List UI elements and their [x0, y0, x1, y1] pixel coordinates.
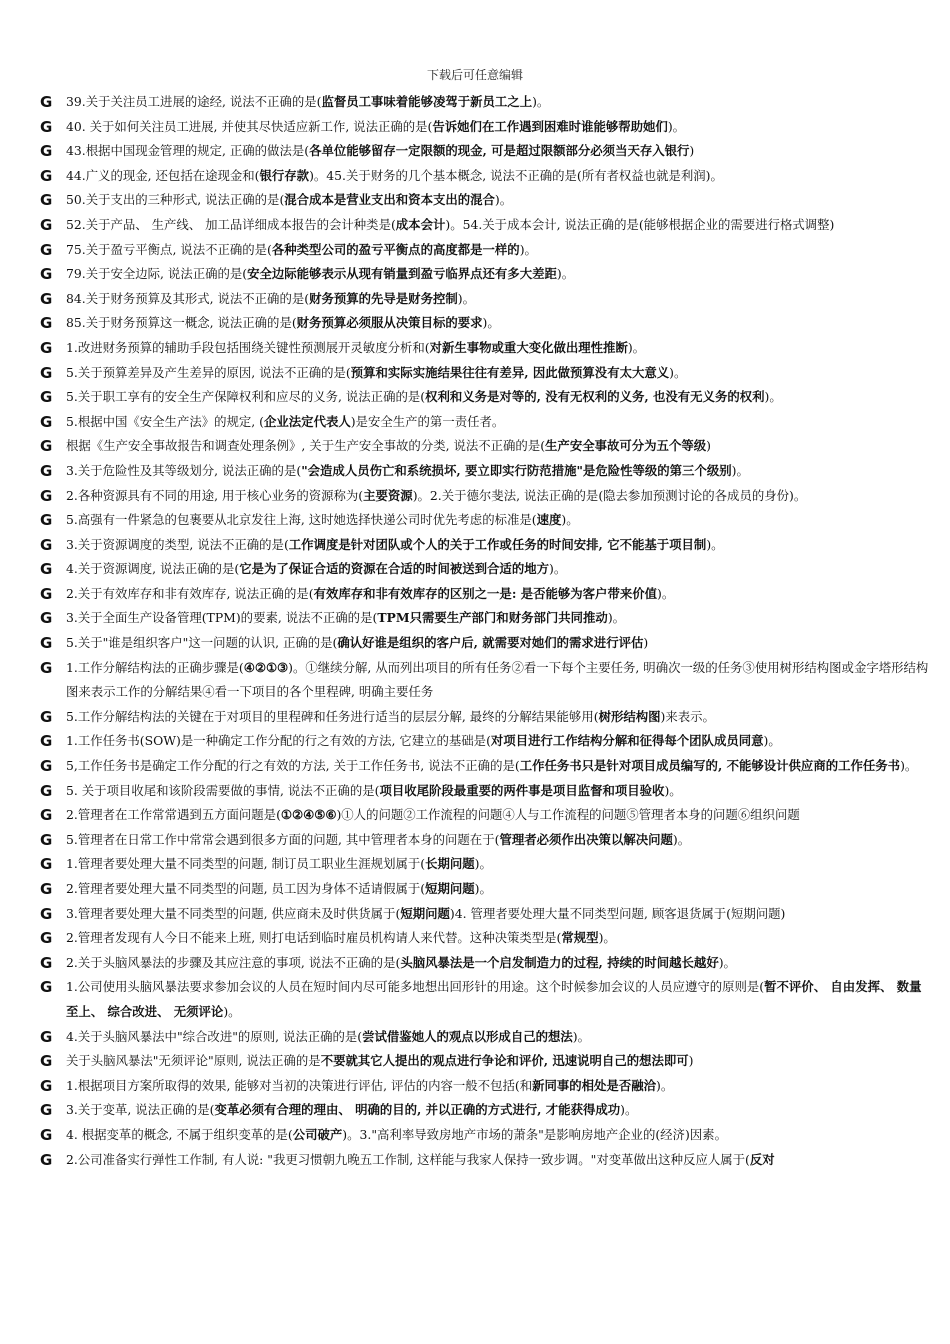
bullet-icon: G [40, 388, 53, 407]
answer-text: TPM只需要生产部门和财务部门共同推动 [377, 610, 608, 626]
answer-text: 暂不评价、 自由发挥、 数量至上、 综合改进、 无须评论 [66, 979, 922, 1019]
trailing-text: )。2.关于德尔斐法, 说法正确的是(隐去参加预测讨论的各成员的身份)。 [412, 487, 807, 503]
bullet-icon: G [40, 1101, 53, 1120]
question-text: 3.关于危险性及其等级划分, 说法正确的是( [66, 462, 302, 478]
bullet-icon: G [40, 880, 53, 898]
list-item [40, 902, 930, 927]
question-text: 1.改进财务预算的辅助手段包括围绕关键性预测展开灵敏度分析和( [66, 339, 430, 355]
bullet-icon: G [40, 437, 53, 456]
question-text: 44.广义的现金, 还包括在途现金和( [66, 167, 260, 183]
page-header: 下载后可任意编辑 [426, 68, 523, 82]
list-item [40, 287, 930, 312]
bullet-icon: G [40, 904, 53, 923]
list-item [40, 779, 930, 804]
question-text: 5.关于职工享有的安全生产保障权利和应尽的义务, 说法正确的是( [66, 389, 426, 405]
trailing-text: )。 [900, 758, 918, 774]
trailing-text: )。 [657, 585, 675, 601]
list-item [40, 361, 930, 386]
bullet-icon: G [40, 584, 53, 603]
list-item [40, 484, 930, 509]
question-text: 3.关于资源调度的类型, 说法不正确的是( [66, 536, 289, 552]
list-item [40, 877, 930, 902]
answer-text: 权利和义务是对等的, 没有无权利的义务, 也没有无义务的权利 [425, 389, 765, 405]
list-item [40, 754, 930, 779]
trailing-text: )。 [607, 610, 626, 626]
question-text: 根据《生产安全事故报告和调查处理条例》, 关于生产安全事故的分类, 说法不正确的是( [66, 438, 546, 454]
question-text: 5.工作分解结构法的关键在于对项目的里程碑和任务进行适当的层层分解, 最终的分解结果能够用( [66, 708, 599, 724]
trailing-text: )。 [556, 266, 575, 282]
trailing-text: )。 [763, 733, 781, 749]
trailing-text: )。 [572, 1028, 591, 1044]
answer-text: 工作任务书只是针对项目成员编写的, 不能够设计供应商的工作任务书 [519, 758, 901, 774]
question-text: 4. 根据变革的概念, 不属于组织变革的是( [66, 1126, 293, 1142]
answer-text: 变革必须有合理的理由、 明确的目的, 并以正确的方式进行, 才能获得成功 [214, 1102, 621, 1118]
list-item [40, 1025, 930, 1050]
trailing-text: )。54.关于成本会计, 说法正确的是(能够根据企业的需要进行格式调整) [445, 216, 835, 232]
bullet-icon: G [40, 486, 53, 505]
question-text: 3.管理者要处理大量不同类型的问题, 供应商未及时供货属于( [66, 905, 401, 921]
trailing-text: )。3."高利率导致房地产市场的萧条"是影响房地产企业的(经济)因素。 [342, 1126, 727, 1142]
trailing-text: )。 [532, 94, 550, 109]
bullet-icon: G [40, 560, 53, 579]
question-text: 2.各种资源具有不同的用途, 用于核心业务的资源称为( [66, 487, 364, 503]
answer-text: 对新生事物或重大变化做出理性推断 [429, 339, 628, 355]
trailing-text: )。 [549, 561, 567, 577]
answer-text: 它是为了保证合适的资源在合适的时间被送到合适的地方 [239, 561, 549, 577]
bullet-icon: G [40, 166, 53, 185]
answer-text: 新同事的相处是否融洽 [532, 1077, 656, 1093]
question-text: 2.公司准备实行弹性工作制, 有人说: "我更习惯朝九晚五工作制, 这样能与我家人保持一致步调。"对变革做出这种反应人属于( [66, 1151, 750, 1167]
trailing-text: )。 [561, 512, 579, 528]
trailing-text: )。 [620, 1102, 638, 1118]
answer-text: 短期问题 [425, 881, 475, 896]
answer-text: 头脑风暴法是一个启发制造力的过程, 持续的时间越长越好 [400, 954, 719, 970]
answer-text: 树形结构图 [598, 708, 661, 724]
question-text: 5. 关于项目收尾和该阶段需要做的事情, 说法不正确的是( [66, 782, 380, 798]
bullet-icon: G [40, 191, 53, 210]
trailing-text: )。 [664, 782, 682, 798]
list-item [40, 311, 930, 336]
question-text: 5.关于"谁是组织客户"这一问题的认识, 正确的是( [66, 635, 338, 651]
list-item [40, 656, 930, 705]
bullet-icon: G [40, 215, 53, 234]
question-text: 3.关于变革, 说法正确的是( [66, 1102, 215, 1118]
list-item [40, 606, 930, 631]
answer-text: 财务预算必须服从决策目标的要求 [296, 315, 483, 331]
bullet-icon: G [40, 240, 53, 259]
answer-text: 对项目进行工作结构分解和征得每个团队成员同意 [490, 733, 764, 749]
bullet-icon: G [40, 412, 53, 431]
bullet-icon: G [40, 1125, 53, 1144]
list-item [40, 385, 930, 410]
trailing-text: )。 [494, 192, 513, 208]
question-text: 1.工作任务书(SOW)是一种确定工作分配的行之有效的方法, 它建立的基础是( [66, 733, 491, 749]
question-text: 1.根据项目方案所取得的效果, 能够对当初的决策进行评估, 评估的内容一般不包括(和 [66, 1077, 533, 1093]
list-item [40, 705, 930, 730]
answer-text: 银行存款 [259, 167, 310, 183]
trailing-text: ) [688, 1053, 694, 1069]
answer-text: ④②①③ [243, 659, 289, 675]
list-item [40, 164, 930, 189]
bullet-icon: G [40, 535, 53, 554]
trailing-text: )。①继续分解, 从而列出项目的所有任务②看一下每个主要任务, 明确次一级的任务③使用树形结构图或金字塔形结构图来表示工作的分解结果④看一下项目的各个里程碑, 明确主要任务 [66, 659, 929, 700]
list-item [40, 803, 930, 828]
answer-text: 监督员工事味着能够凌驾于新员工之上 [321, 94, 533, 109]
list-item [40, 852, 930, 877]
trailing-text: )。 [482, 315, 500, 331]
question-text: 2.关于头脑风暴法的步骤及其应注意的事项, 说法不正确的是( [66, 954, 401, 970]
list-item [40, 508, 930, 533]
trailing-text: ) [706, 438, 711, 454]
bullet-icon: G [40, 953, 53, 972]
trailing-text: )。 [474, 856, 492, 872]
bullet-icon: G [40, 929, 53, 948]
trailing-text: )。 [718, 954, 736, 970]
list-item [40, 213, 930, 238]
trailing-text: )是安全生产的第一责任者。 [350, 413, 505, 429]
answer-text: 安全边际能够表示从现有销量到盈亏临界点还有多大差距 [247, 266, 557, 282]
bullet-icon: G [40, 1027, 53, 1046]
trailing-text: )。 [598, 930, 616, 946]
trailing-text: )。 [519, 241, 537, 257]
bullet-icon: G [40, 732, 53, 751]
bullet-icon: G [40, 289, 53, 308]
answer-text: 各单位能够留存一定限额的现金, 可是超过限额部分必须当天存入银行 [309, 143, 690, 159]
bullet-icon: G [40, 461, 53, 480]
list-item [40, 90, 930, 115]
bullet-icon: G [40, 855, 53, 874]
list-item [40, 582, 930, 607]
list-item [40, 1074, 930, 1099]
question-text: 43.根据中国现金管理的规定, 正确的做法是( [66, 143, 310, 159]
question-text: 5.根据中国《安全生产法》的规定, ( [66, 413, 265, 429]
answer-text: 混合成本是营业支出和资本支出的混合 [284, 192, 495, 208]
trailing-text: ) [689, 143, 695, 159]
answer-text: 财务预算的先导是财务控制 [309, 290, 458, 306]
answer-text: 生产安全事故可分为五个等级 [545, 438, 707, 454]
list-item [40, 631, 930, 656]
answer-text: 主要资源 [363, 487, 413, 503]
answer-text: 短期问题 [400, 905, 450, 921]
trailing-text: )。 [474, 881, 492, 896]
answer-text: 不要就其它人提出的观点进行争论和评价, 迅速说明自己的想法即可 [320, 1053, 689, 1069]
bullet-icon: G [40, 781, 53, 800]
trailing-text: )来表示。 [660, 708, 715, 724]
list-item [40, 115, 930, 140]
bullet-icon: G [40, 757, 53, 776]
bullet-icon: G [40, 338, 53, 357]
trailing-text: )。 [627, 339, 646, 355]
question-text: 4.关于资源调度, 说法正确的是( [66, 561, 240, 577]
bullet-icon: G [40, 314, 53, 333]
question-text: 1.管理者要处理大量不同类型的问题, 制订员工职业生涯规划属于( [66, 856, 426, 872]
answer-text: 反对 [749, 1151, 775, 1167]
list-item [40, 238, 930, 263]
answer-text: 各种类型公司的盈亏平衡点的高度都是一样的 [271, 241, 520, 257]
trailing-text: )。 [656, 1077, 674, 1093]
answer-text: 成本会计 [395, 216, 446, 232]
answer-text: 管理者必须作出决策以解决问题 [499, 831, 673, 847]
question-text: 40. 关于如何关注员工进展, 并使其尽快适应新工作, 说法正确的是( [66, 118, 433, 134]
bullet-icon: G [40, 117, 53, 136]
trailing-text: )①人的问题②工作流程的问题④人与工作流程的问题⑤管理者本身的问题⑥组织问题 [336, 807, 800, 823]
question-list [40, 90, 930, 1172]
answer-text: 告诉她们在工作遇到困难时谁能够帮助她们 [432, 118, 668, 134]
trailing-text: )。 [457, 290, 475, 306]
list-item [40, 951, 930, 976]
list-item [40, 828, 930, 853]
answer-text: 确认好谁是组织的客户后, 就需要对她们的需求进行评估 [337, 635, 644, 651]
trailing-text: )。 [731, 462, 749, 478]
list-item [40, 1049, 930, 1074]
trailing-text: )。 [223, 1003, 241, 1019]
bullet-icon: G [40, 142, 53, 161]
bullet-icon: G [40, 978, 53, 997]
bullet-icon: G [40, 1052, 53, 1071]
answer-text: 尝试借鉴她人的观点以形成自己的想法 [362, 1028, 573, 1044]
question-text: 关于头脑风暴法"无须评论"原则, 说法正确的是 [66, 1053, 321, 1069]
answer-text: 企业法定代表人 [264, 413, 351, 429]
answer-text: 预算和实际实施结果往往有差异, 因此做预算没有太大意义 [350, 364, 670, 380]
question-text: 39.关于关注员工进展的途经, 说法不正确的是( [66, 94, 322, 109]
bullet-icon: G [40, 806, 53, 825]
trailing-text: )。45.关于财务的几个基本概念, 说法不正确的是(所有者权益也就是利润)。 [309, 167, 723, 183]
question-text: 2.关于有效库存和非有效库存, 说法正确的是( [66, 585, 314, 601]
answer-text: ①②④⑤⑥ [280, 807, 337, 823]
question-text: 2.管理者在工作常常遇到五方面问题是( [66, 807, 281, 823]
question-text: 85.关于财务预算这一概念, 说法正确的是( [66, 315, 297, 331]
list-item [40, 459, 930, 484]
question-text: 2.管理者要处理大量不同类型的问题, 员工因为身体不适请假属于( [66, 881, 426, 896]
list-item [40, 557, 930, 582]
bullet-icon: G [40, 658, 53, 677]
trailing-text: )。 [764, 389, 782, 405]
question-text: 5.关于预算差异及产生差异的原因, 说法不正确的是( [66, 364, 351, 380]
bullet-icon: G [40, 363, 53, 382]
question-text: 4.关于头脑风暴法中"综合改进"的原则, 说法正确的是( [66, 1028, 363, 1044]
list-item [40, 533, 930, 558]
bullet-icon: G [40, 1150, 53, 1169]
question-text: 2.管理者发现有人今日不能来上班, 则打电话到临时雇员机构请人来代替。这种决策类型是( [66, 930, 562, 946]
trailing-text: )。 [669, 364, 687, 380]
answer-text: 公司破产 [292, 1126, 343, 1142]
question-text: 52.关于产品、 生产线、 加工品详细成本报告的会计种类是( [66, 216, 396, 232]
bullet-icon: G [40, 707, 53, 726]
trailing-text: )。 [667, 118, 686, 134]
question-text: 5,工作任务书是确定工作分配的行之有效的方法, 关于工作任务书, 说法不正确的是( [66, 758, 520, 774]
question-text: 1.公司使用头脑风暴法要求参加会议的人员在短时间内尽可能多地想出回形针的用途。这个时候参加会议的人员应遵守的原则是( [66, 979, 765, 995]
answer-text: 长期问题 [425, 856, 475, 872]
question-text: 5.高强有一件紧急的包裹要从北京发往上海, 这时她选择快递公司时优先考虑的标准是( [66, 512, 537, 528]
bullet-icon: G [40, 609, 53, 628]
answer-text: "会造成人员伤亡和系统损坏, 要立即实行防范措施"是危险性等级的第三个级别 [301, 462, 732, 478]
trailing-text: )4. 管理者要处理大量不同类型问题, 顾客退货属于(短期问题) [449, 905, 786, 921]
list-item [40, 1098, 930, 1123]
question-text: 50.关于支出的三种形式, 说法正确的是( [66, 192, 285, 208]
question-text: 84.关于财务预算及其形式, 说法不正确的是( [66, 290, 310, 306]
answer-text: 速度 [536, 512, 562, 528]
list-item [40, 188, 930, 213]
list-item [40, 410, 930, 435]
question-text: 3.关于全面生产设备管理(TPM)的要素, 说法不正确的是( [66, 610, 378, 626]
bullet-icon: G [40, 265, 53, 284]
bullet-icon: G [40, 830, 53, 849]
answer-text: 常规型 [561, 930, 599, 946]
list-item [40, 336, 930, 361]
question-text: 1.工作分解结构法的正确步骤是( [66, 659, 244, 675]
list-item [40, 729, 930, 754]
bullet-icon: G [40, 511, 53, 530]
list-item [40, 434, 930, 459]
trailing-text: )。 [672, 831, 691, 847]
question-text: 5.管理者在日常工作中常常会遇到很多方面的问题, 其中管理者本身的问题在于( [66, 831, 500, 847]
answer-text: 工作调度是针对团队或个人的关于工作或任务的时间安排, 它不能基于项目制 [288, 536, 707, 552]
question-text: 75.关于盈亏平衡点, 说法不正确的是( [66, 241, 272, 257]
list-item [40, 1148, 930, 1173]
list-item [40, 975, 930, 1024]
list-item [40, 1123, 930, 1148]
question-text: 79.关于安全边际, 说法正确的是( [66, 266, 248, 282]
answer-text: 项目收尾阶段最重要的两件事是项目监督和项目验收 [379, 782, 665, 798]
list-item [40, 262, 930, 287]
bullet-icon: G [40, 634, 53, 653]
list-item [40, 926, 930, 951]
bullet-icon: G [40, 93, 53, 111]
answer-text: 有效库存和非有效库存的区别之一是: 是否能够为客户带来价值 [313, 585, 658, 601]
bullet-icon: G [40, 1076, 53, 1095]
trailing-text: ) [643, 635, 649, 651]
trailing-text: )。 [706, 536, 724, 552]
list-item [40, 139, 930, 164]
